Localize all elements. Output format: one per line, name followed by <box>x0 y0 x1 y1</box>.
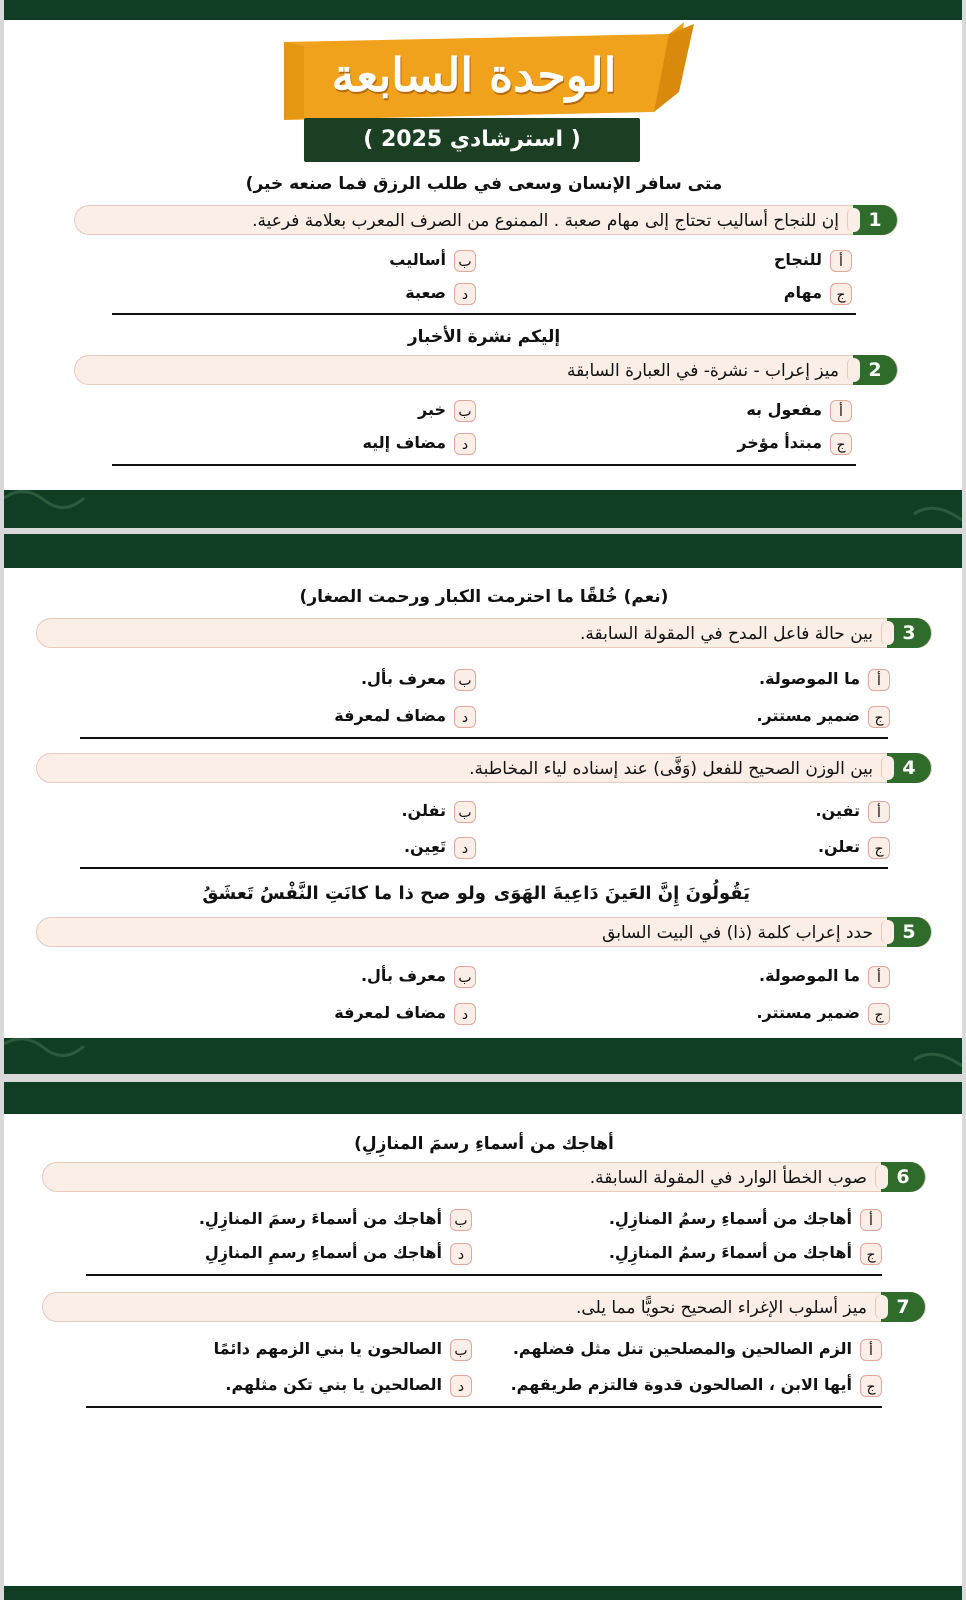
option-b[interactable] <box>418 397 476 423</box>
option-letter: د <box>454 283 476 305</box>
option-text: مهام <box>783 283 822 302</box>
option-a[interactable] <box>746 397 852 423</box>
option-d[interactable] <box>334 703 476 729</box>
option-c[interactable] <box>756 703 890 729</box>
question-bar <box>74 355 898 385</box>
question-bar <box>36 618 932 648</box>
option-letter: ج <box>868 706 890 728</box>
option-text: معرف بأل. <box>360 966 446 985</box>
divider <box>112 464 856 466</box>
option-letter: أ <box>830 400 852 422</box>
option-text: تفلن. <box>401 801 446 820</box>
option-c[interactable] <box>737 430 852 456</box>
page-1 <box>4 0 962 528</box>
question-text: إن للنجاح أساليب تحتاج إلى مهام صعبة . الممنوع من الصرف المعرب بعلامة فرعية. <box>252 211 839 231</box>
option-b[interactable] <box>214 1336 472 1362</box>
option-d[interactable] <box>405 280 476 306</box>
option-letter: ج <box>830 283 852 305</box>
option-text: تفين. <box>815 801 860 820</box>
option-c[interactable] <box>609 1240 882 1266</box>
option-b[interactable] <box>199 1206 472 1232</box>
option-c[interactable] <box>756 1000 890 1026</box>
option-letter: د <box>454 433 476 455</box>
question-number: 1 <box>853 205 897 235</box>
option-text: ضمير مستتر. <box>756 1003 860 1022</box>
page-2 <box>4 534 962 1074</box>
option-text: أهاجك من أسماءِ رسمِ المنازِلِ <box>204 1243 442 1262</box>
verse-first-hemistich: يَقُولُونَ إِنَّ العَينَ دَاعِيةَ الهَوَى <box>493 883 750 904</box>
option-text: الصالحين يا بني تكن مثلهم. <box>225 1375 442 1394</box>
option-text: مضاف إليه <box>362 433 446 452</box>
option-text: أساليب <box>389 250 446 269</box>
question-number: 6 <box>881 1162 925 1192</box>
option-text: للنجاح <box>773 250 822 269</box>
divider <box>86 1406 882 1408</box>
top-band <box>4 1082 962 1114</box>
quote-caption: (نعم) خُلقًا ما احترمت الكبار ورحمت الصغار) <box>299 587 669 607</box>
option-text: تعلن. <box>817 837 860 856</box>
option-text: معرف بأل. <box>360 669 446 688</box>
option-letter: ج <box>860 1375 882 1397</box>
question-text: بين الوزن الصحيح للفعل (وَفَّى) عند إسناده لياء المخاطبة. <box>469 759 873 779</box>
option-letter: ج <box>868 1003 890 1025</box>
option-letter: أ <box>860 1339 882 1361</box>
option-letter: د <box>450 1243 472 1265</box>
option-text: ما الموصولة. <box>758 669 860 688</box>
question-text: ميز أسلوب الإغراء الصحيح نحويًّا مما يلى. <box>576 1298 867 1318</box>
option-letter: ج <box>860 1243 882 1265</box>
option-letter: ب <box>454 966 476 988</box>
option-text: الزم الصالحين والمصلحين تنل مثل فضلهم. <box>512 1339 852 1358</box>
top-band <box>4 0 962 20</box>
option-text: مفعول به <box>746 400 822 419</box>
option-letter: ب <box>454 669 476 691</box>
question-number: 2 <box>853 355 897 385</box>
option-letter: أ <box>868 966 890 988</box>
option-text: أهاجك من أسماءَ رسمُ المنازِلِ. <box>608 1243 852 1262</box>
option-a[interactable] <box>774 247 852 273</box>
option-text: ضمير مستتر. <box>756 706 860 725</box>
option-d[interactable] <box>334 1000 476 1026</box>
top-band <box>4 534 962 568</box>
option-b[interactable] <box>401 798 476 824</box>
option-text: صعبة <box>405 283 446 302</box>
bottom-band <box>4 1586 962 1600</box>
page-title: الوحدة السابعة <box>331 48 617 102</box>
divider <box>112 313 856 315</box>
question-bar <box>36 753 932 783</box>
question-bar <box>74 205 898 235</box>
option-text: تَعِين. <box>403 837 446 856</box>
option-letter: د <box>454 837 476 859</box>
option-text: مضاف لمعرفة <box>334 1003 446 1022</box>
option-c[interactable] <box>784 280 852 306</box>
option-letter: د <box>450 1375 472 1397</box>
option-a[interactable] <box>759 666 890 692</box>
question-bar <box>42 1162 926 1192</box>
bottom-band <box>4 490 962 528</box>
question-text: صوب الخطأ الوارد في المقولة السابقة. <box>589 1168 867 1188</box>
option-letter: د <box>454 1003 476 1025</box>
divider <box>86 1274 882 1276</box>
option-text: الصالحون يا بني الزمهم دائمًا <box>213 1339 442 1358</box>
page-3 <box>4 1082 962 1600</box>
question-number: 3 <box>887 618 931 648</box>
option-d[interactable] <box>205 1240 472 1266</box>
option-a[interactable] <box>513 1336 882 1362</box>
quote-caption: متى سافر الإنسان وسعى في طلب الرزق فما صنعه خير) <box>245 174 723 194</box>
option-text: مضاف لمعرفة <box>334 706 446 725</box>
question-text: بين حالة فاعل المدح في المقولة السابقة. <box>580 624 873 644</box>
option-d[interactable] <box>225 1372 472 1398</box>
option-letter: ب <box>450 1209 472 1231</box>
option-letter: ج <box>830 433 852 455</box>
option-text: خبر <box>417 400 446 419</box>
option-letter: أ <box>860 1209 882 1231</box>
question-text: حدد إعراب كلمة (ذا) في البيت السابق <box>602 923 873 943</box>
question-number: 4 <box>887 753 931 783</box>
question-number: 7 <box>881 1292 925 1322</box>
option-letter: ج <box>868 837 890 859</box>
question-bar <box>36 917 932 947</box>
option-b[interactable] <box>389 247 476 273</box>
option-text: ما الموصولة. <box>758 966 860 985</box>
question-number: 5 <box>887 917 931 947</box>
option-a[interactable] <box>815 798 890 824</box>
option-letter: د <box>454 706 476 728</box>
option-letter: أ <box>868 801 890 823</box>
bottom-band <box>4 1038 962 1074</box>
verse-second-hemistich: ولو صح ذا ما كانَتِ النَّفْسُ تَعشَقُ <box>202 883 486 904</box>
option-c[interactable] <box>511 1372 882 1398</box>
option-letter: ب <box>454 801 476 823</box>
option-a[interactable] <box>759 963 890 989</box>
option-letter: أ <box>830 250 852 272</box>
option-c[interactable] <box>818 834 890 860</box>
quote-caption: إليكم نشرة الأخبار <box>407 327 561 347</box>
option-a[interactable] <box>609 1206 882 1232</box>
option-text: أهاجك من أسماءَ رسمَ المنازِلِ. <box>198 1209 442 1228</box>
option-text: أهاجك من أسماءِ رسمُ المنازِلِ. <box>608 1209 852 1228</box>
question-bar <box>42 1292 926 1322</box>
quote-caption: أهاجك من أسماءِ رسمَ المنازِلِ) <box>354 1134 614 1154</box>
subtitle-box: ( استرشادي 2025 ) <box>304 118 640 162</box>
option-text: مبتدأ مؤخر <box>737 433 822 452</box>
option-letter: ب <box>450 1339 472 1361</box>
option-letter: ب <box>454 400 476 422</box>
option-text: أيها الابن ، الصالحون قدوة فالتزم طريقهم. <box>510 1375 852 1394</box>
option-b[interactable] <box>361 963 476 989</box>
option-b[interactable] <box>361 666 476 692</box>
divider <box>80 737 888 739</box>
option-letter: ب <box>454 250 476 272</box>
option-d[interactable] <box>404 834 476 860</box>
question-text: ميز إعراب - نشرة- في العبارة السابقة <box>567 361 839 381</box>
option-letter: أ <box>868 669 890 691</box>
divider <box>80 867 888 869</box>
option-d[interactable] <box>362 430 476 456</box>
